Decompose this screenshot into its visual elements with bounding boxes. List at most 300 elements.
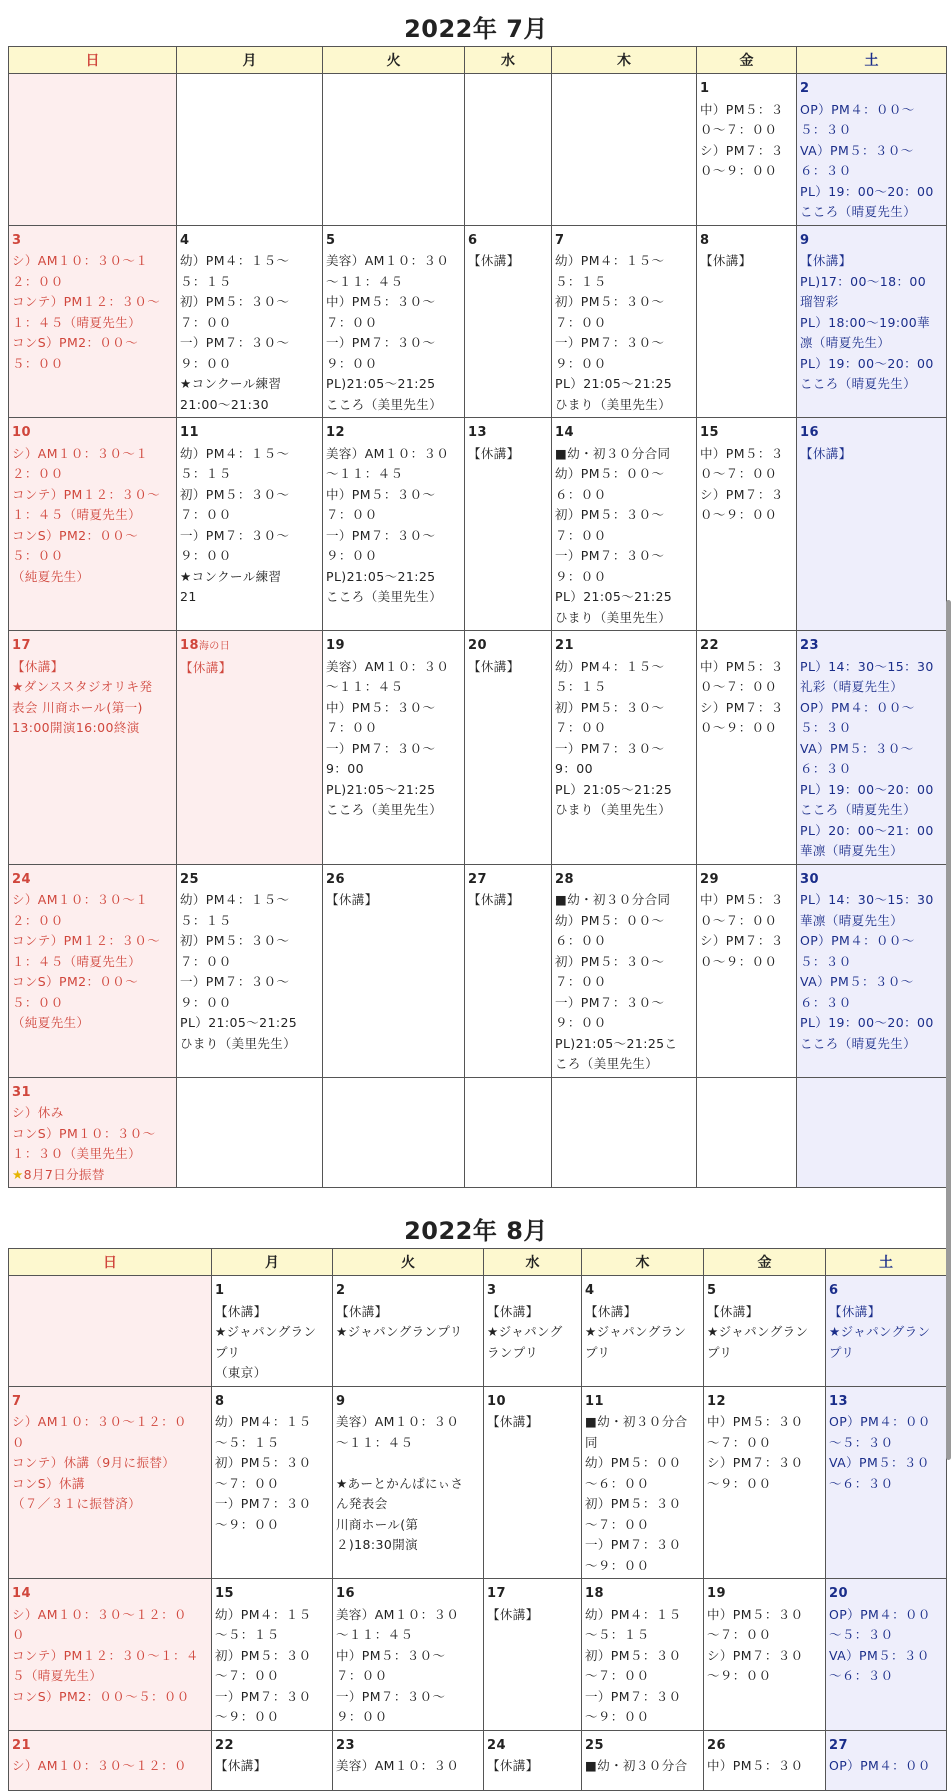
day-cell[interactable] [177, 418, 323, 631]
day-cell[interactable] [465, 418, 552, 631]
schedule-text: 〜５：１５ [215, 1627, 280, 1642]
schedule-text: ★ジャパングランプリ [336, 1324, 463, 1339]
week-row [9, 1276, 947, 1387]
schedule-line [12, 718, 173, 739]
schedule-line [829, 1625, 943, 1646]
day-number: 18 [585, 1586, 604, 1601]
day-cell[interactable] [697, 864, 797, 1077]
weekday-header: 日 [9, 1249, 212, 1276]
day-cell[interactable] [323, 418, 465, 631]
schedule-text: 一）PM７：３０〜 [180, 974, 290, 989]
schedule-text: ランプリ [487, 1344, 539, 1360]
schedule-text: ０〜９：００ [700, 507, 778, 522]
weekday-header: 土 [826, 1249, 947, 1276]
schedule-line [180, 464, 319, 485]
day-number: 5 [326, 232, 336, 248]
day-cell[interactable] [797, 418, 947, 631]
day-cell[interactable] [797, 631, 947, 865]
schedule-text: ６：３０ [800, 761, 852, 776]
schedule-line [12, 526, 173, 547]
scrollbar-thumb[interactable] [946, 600, 951, 1460]
day-number: 15 [700, 425, 719, 440]
day-number: 9 [336, 1393, 346, 1409]
page-scrollbar[interactable] [945, 600, 952, 1460]
schedule-line [555, 718, 693, 739]
schedule-text: ★ダンススタジオリキ発 [12, 679, 153, 694]
schedule-line [180, 658, 319, 679]
day-cell[interactable] [9, 1386, 212, 1579]
schedule-line [12, 272, 173, 293]
day-cell[interactable] [704, 1579, 826, 1731]
day-cell[interactable] [9, 74, 177, 226]
weekday-header: 月 [177, 47, 323, 74]
day-cell[interactable] [465, 631, 552, 865]
schedule-line [180, 1013, 319, 1034]
schedule-line [585, 1556, 700, 1577]
day-cell[interactable] [465, 74, 552, 226]
schedule-line [700, 931, 793, 952]
schedule-text: 美容）AM１０：３０ [336, 1758, 460, 1773]
schedule-line [800, 911, 943, 932]
schedule-text: シ）PM７：３ [700, 486, 784, 502]
schedule-line [800, 272, 943, 293]
schedule-line [800, 952, 943, 973]
schedule-line [180, 546, 319, 567]
day-cell[interactable] [797, 225, 947, 418]
schedule-text: ９：００ [555, 355, 607, 371]
schedule-text: 美容）AM１０：３０ [326, 658, 450, 674]
day-cell[interactable] [9, 1579, 212, 1731]
day-cell[interactable] [9, 1730, 212, 1790]
schedule-line [800, 972, 943, 993]
day-cell[interactable] [826, 1579, 947, 1731]
day-cell[interactable] [704, 1386, 826, 1579]
schedule-line [326, 313, 461, 334]
month-title: 2022年 8月 [404, 1217, 548, 1245]
schedule-text: こころ（晴夏先生） [800, 802, 917, 817]
schedule-text: 美容）AM１０：３０ [336, 1606, 460, 1622]
schedule-text: 〜１１：４５ [326, 273, 404, 289]
day-number: 31 [12, 1084, 31, 1100]
schedule-line [326, 395, 461, 416]
day-number: 20 [829, 1586, 848, 1601]
day-cell[interactable] [9, 1077, 177, 1188]
day-cell[interactable] [484, 1730, 582, 1790]
schedule-text: ５：１５ [555, 273, 607, 289]
schedule-text: PL）19：00〜20：00 [800, 1015, 934, 1030]
schedule-text: 【休講】 [180, 659, 232, 675]
day-cell[interactable] [212, 1386, 333, 1579]
day-cell[interactable] [465, 864, 552, 1077]
day-cell[interactable] [582, 1276, 704, 1387]
day-cell[interactable] [582, 1730, 704, 1790]
schedule-line [12, 911, 173, 932]
schedule-line [12, 1433, 208, 1454]
schedule-line [336, 1687, 480, 1708]
schedule-text: 〜９：００ [585, 1557, 650, 1573]
day-cell[interactable] [177, 631, 323, 865]
schedule-line [326, 546, 461, 567]
schedule-line [700, 161, 793, 182]
day-cell[interactable] [9, 1276, 212, 1387]
schedule-line [12, 464, 173, 485]
schedule-line [336, 1433, 480, 1454]
day-cell[interactable] [552, 864, 697, 1077]
schedule-text: 〜９：００ [707, 1475, 772, 1491]
schedule-line [555, 526, 693, 547]
schedule-text: 【休講】 [336, 1303, 388, 1319]
schedule-text: 一）PM７：３０〜 [555, 994, 665, 1010]
schedule-line [468, 890, 548, 911]
schedule-text: １：４５（晴夏先生） [12, 507, 142, 522]
schedule-text: ９：００ [326, 355, 378, 371]
day-cell[interactable] [697, 1077, 797, 1188]
day-number: 6 [468, 232, 478, 248]
weekday-header: 金 [697, 47, 797, 74]
schedule-line [326, 800, 461, 821]
schedule-line [707, 1756, 822, 1777]
schedule-line [12, 931, 173, 952]
schedule-line [215, 1707, 329, 1728]
schedule-text: ■幼・初３０分合同 [555, 892, 671, 907]
day-cell[interactable] [9, 864, 177, 1077]
schedule-line [326, 526, 461, 547]
schedule-text: ０ [12, 1434, 25, 1450]
day-number: 21 [555, 638, 574, 653]
schedule-line [800, 120, 943, 141]
schedule-line [12, 444, 173, 465]
schedule-line [829, 1646, 943, 1667]
day-cell[interactable] [333, 1579, 484, 1731]
day-cell[interactable] [826, 1276, 947, 1387]
schedule-line [12, 1494, 208, 1515]
day-cell[interactable] [484, 1386, 582, 1579]
day-cell[interactable] [212, 1730, 333, 1790]
day-cell[interactable] [552, 74, 697, 226]
schedule-line [555, 374, 693, 395]
day-cell[interactable] [323, 631, 465, 865]
schedule-line [555, 952, 693, 973]
schedule-line [800, 931, 943, 952]
schedule-line [700, 251, 793, 272]
schedule-text: コンテ）休講（9月に振替） [12, 1455, 176, 1470]
week-row [9, 864, 947, 1077]
schedule-line [700, 911, 793, 932]
schedule-text: PL）19：00〜20：00 [800, 355, 934, 371]
day-cell[interactable] [177, 1077, 323, 1188]
schedule-text: 幼）PM４：１５〜 [180, 445, 290, 461]
day-number: 3 [12, 232, 22, 248]
schedule-line [700, 952, 793, 973]
schedule-line [215, 1756, 329, 1777]
schedule-line [800, 182, 943, 203]
holiday-name: 海の日 [198, 641, 231, 652]
schedule-text: 〜５：３０ [829, 1434, 894, 1450]
day-cell[interactable] [9, 418, 177, 631]
schedule-text: 【休講】 [12, 658, 64, 674]
schedule-text: ころ（美里先生） [555, 1056, 659, 1071]
schedule-text: ７：００ [555, 527, 607, 543]
day-cell[interactable] [484, 1579, 582, 1731]
schedule-line [585, 1494, 700, 1515]
schedule-line [326, 698, 461, 719]
day-cell[interactable] [697, 74, 797, 226]
schedule-text: 【休講】 [215, 1303, 267, 1319]
week-row [9, 418, 947, 631]
schedule-line [180, 272, 319, 293]
day-cell[interactable] [177, 225, 323, 418]
schedule-text: 華凛（晴夏先生） [800, 912, 904, 928]
day-cell[interactable] [582, 1579, 704, 1731]
day-cell[interactable] [552, 1077, 697, 1188]
day-number: 6 [829, 1283, 839, 1298]
schedule-text: ７：００ [180, 314, 232, 330]
schedule-line [468, 657, 548, 678]
schedule-line [555, 395, 693, 416]
schedule-text: コンS）PM2：００〜 [12, 527, 139, 543]
schedule-text: コンテ）PM１２：３０〜１：４ [12, 1647, 199, 1663]
schedule-text: 【休講】 [487, 1606, 539, 1622]
schedule-text: PL）14：30〜15：30 [800, 892, 934, 907]
schedule-line [215, 1412, 329, 1433]
schedule-line [12, 698, 173, 719]
day-cell[interactable] [333, 1386, 484, 1579]
schedule-text: 幼）PM４：１５ [215, 1606, 312, 1622]
schedule-line [180, 395, 319, 416]
day-cell[interactable] [323, 864, 465, 1077]
schedule-text: 【休講】 [700, 253, 752, 268]
schedule-text: OP）PM４：００〜 [800, 699, 915, 715]
schedule-text: 【休講】 [468, 658, 520, 674]
day-number: 7 [12, 1393, 22, 1409]
schedule-line [585, 1433, 700, 1454]
day-cell[interactable] [212, 1579, 333, 1731]
schedule-line [12, 251, 173, 272]
schedule-text: ７：００ [555, 314, 607, 330]
schedule-line [555, 890, 693, 911]
schedule-line [180, 333, 319, 354]
schedule-line [326, 739, 461, 760]
schedule-text: 〜９：００ [585, 1709, 650, 1724]
day-cell[interactable] [333, 1730, 484, 1790]
schedule-line [336, 1646, 480, 1667]
schedule-text: 中）PM５：３０〜 [326, 294, 436, 309]
schedule-line [800, 354, 943, 375]
schedule-text: ０〜７：００ [700, 679, 778, 694]
schedule-text: 美容）AM１０：３０ [336, 1414, 460, 1429]
schedule-text: 初）PM５：３０〜 [180, 294, 290, 309]
schedule-text: ９：００ [180, 548, 232, 563]
day-cell[interactable] [582, 1386, 704, 1579]
schedule-line [487, 1412, 578, 1433]
schedule-line [585, 1302, 700, 1323]
schedule-line [829, 1322, 943, 1343]
schedule-text: 13:00開演16:00終演 [12, 720, 140, 735]
schedule-text: （純夏先生） [12, 1015, 90, 1030]
schedule-line [585, 1515, 700, 1536]
day-cell[interactable] [177, 864, 323, 1077]
schedule-text: 〜６：３０ [829, 1475, 894, 1491]
schedule-line [215, 1363, 329, 1384]
schedule-line [12, 485, 173, 506]
schedule-line [215, 1687, 329, 1708]
schedule-text: 中）PM５：３０ [707, 1606, 804, 1622]
schedule-text: 〜９：００ [215, 1709, 280, 1724]
schedule-text: ん発表会 [336, 1496, 388, 1511]
schedule-line [800, 100, 943, 121]
schedule-text: 一）PM７：３０ [585, 1688, 682, 1704]
schedule-line [12, 1646, 208, 1667]
day-cell[interactable] [177, 74, 323, 226]
day-cell[interactable] [212, 1276, 333, 1387]
schedule-line [555, 444, 693, 465]
schedule-line [555, 780, 693, 801]
schedule-text: 初）PM５：３０ [215, 1455, 312, 1470]
schedule-line [180, 952, 319, 973]
schedule-line [12, 567, 173, 588]
schedule-line [800, 657, 943, 678]
day-cell[interactable] [704, 1276, 826, 1387]
day-number: 23 [800, 638, 819, 653]
schedule-line [555, 931, 693, 952]
schedule-text: 一）PM７：３０ [215, 1688, 312, 1704]
day-number: 14 [555, 425, 574, 440]
schedule-text: ■幼・初３０分合同 [555, 445, 671, 461]
day-cell[interactable] [797, 74, 947, 226]
schedule-line [555, 272, 693, 293]
schedule-text: ０ [12, 1627, 25, 1642]
schedule-line [326, 464, 461, 485]
schedule-text: 【休講】 [487, 1303, 539, 1319]
schedule-line [336, 1322, 480, 1343]
schedule-text: ６：００ [555, 933, 607, 948]
weekday-header: 水 [465, 47, 552, 74]
day-number: 2 [336, 1283, 346, 1298]
schedule-line [326, 890, 461, 911]
schedule-line [326, 657, 461, 678]
day-cell[interactable] [333, 1276, 484, 1387]
schedule-line [12, 1453, 208, 1474]
schedule-line [326, 333, 461, 354]
schedule-text: ０〜９：００ [700, 720, 778, 735]
day-cell[interactable] [704, 1730, 826, 1790]
calendar-august [0, 1202, 952, 1791]
day-cell[interactable] [9, 225, 177, 418]
schedule-text: 一）PM７：３０ [215, 1496, 312, 1511]
schedule-line [555, 587, 693, 608]
schedule-line [487, 1302, 578, 1323]
schedule-text: PL）20：00〜21：00 [800, 822, 934, 838]
day-cell[interactable] [797, 1077, 947, 1188]
day-cell[interactable] [797, 864, 947, 1077]
day-cell[interactable] [552, 418, 697, 631]
day-cell[interactable] [323, 1077, 465, 1188]
schedule-text: 21 [180, 589, 197, 604]
day-cell[interactable] [697, 225, 797, 418]
schedule-text: 凛（晴夏先生） [800, 335, 891, 350]
schedule-line [336, 1494, 480, 1515]
day-cell[interactable] [552, 225, 697, 418]
schedule-text: ５：３０ [800, 720, 852, 735]
day-cell[interactable] [323, 225, 465, 418]
schedule-text: シ）PM７：３０ [707, 1455, 804, 1470]
schedule-text: ひまり（美里先生） [555, 802, 672, 817]
schedule-line [326, 444, 461, 465]
schedule-line [829, 1474, 943, 1495]
schedule-line [585, 1605, 700, 1626]
day-cell[interactable] [465, 1077, 552, 1188]
schedule-text: シ）AM１０：３０〜１ [12, 445, 149, 461]
schedule-line [487, 1756, 578, 1777]
schedule-line [12, 1165, 173, 1186]
schedule-text: 中）PM５：３０ [707, 1758, 804, 1773]
day-number: 1 [700, 81, 710, 96]
schedule-text: VA）PM５：３０ [829, 1455, 930, 1470]
schedule-text: 〜１１：４５ [326, 679, 404, 694]
schedule-text: PL）19：00〜20：00 [800, 183, 934, 199]
schedule-text: 初）PM５：３０〜 [555, 507, 665, 522]
schedule-text: ★ジャパング [487, 1324, 563, 1339]
schedule-text: コンS）休講 [12, 1475, 85, 1491]
schedule-text: こころ（晴夏先生） [800, 204, 917, 219]
schedule-line [487, 1605, 578, 1626]
schedule-line [800, 677, 943, 698]
schedule-line [180, 505, 319, 526]
day-number: 1 [215, 1283, 225, 1298]
day-cell[interactable] [552, 631, 697, 865]
day-number: 28 [555, 871, 574, 887]
day-number: 16 [800, 425, 819, 440]
day-cell[interactable] [9, 631, 177, 865]
schedule-line [800, 800, 943, 821]
day-number: 25 [585, 1737, 604, 1753]
schedule-text: 幼）PM４：１５〜 [180, 253, 290, 268]
day-cell[interactable] [697, 631, 797, 865]
schedule-text: ９：００ [180, 355, 232, 371]
day-number: 7 [555, 232, 565, 248]
schedule-line [555, 993, 693, 1014]
day-cell[interactable] [697, 418, 797, 631]
calendar-table [8, 1248, 947, 1791]
day-number: 24 [12, 871, 31, 887]
schedule-text: 中）PM５：３ [700, 445, 784, 461]
day-cell[interactable] [323, 74, 465, 226]
schedule-line [336, 1453, 480, 1474]
day-cell[interactable] [826, 1730, 947, 1790]
schedule-line [829, 1433, 943, 1454]
day-cell[interactable] [826, 1386, 947, 1579]
schedule-line [180, 1034, 319, 1055]
schedule-line [180, 993, 319, 1014]
schedule-line [800, 374, 943, 395]
day-number: 4 [180, 232, 190, 248]
schedule-line [800, 1013, 943, 1034]
schedule-text: 【休講】 [829, 1303, 881, 1319]
day-cell[interactable] [465, 225, 552, 418]
schedule-line [180, 890, 319, 911]
schedule-line [585, 1707, 700, 1728]
day-number: 26 [326, 871, 345, 887]
schedule-line [585, 1474, 700, 1495]
week-row [9, 225, 947, 418]
day-cell[interactable] [484, 1276, 582, 1387]
schedule-text: シ）AM１０：３０〜１２：０ [12, 1606, 187, 1622]
schedule-line [215, 1666, 329, 1687]
schedule-line [336, 1302, 480, 1323]
schedule-text: 礼彩（晴夏先生） [800, 679, 904, 694]
schedule-text: ５：３０ [800, 953, 852, 969]
day-number: 13 [468, 425, 487, 440]
